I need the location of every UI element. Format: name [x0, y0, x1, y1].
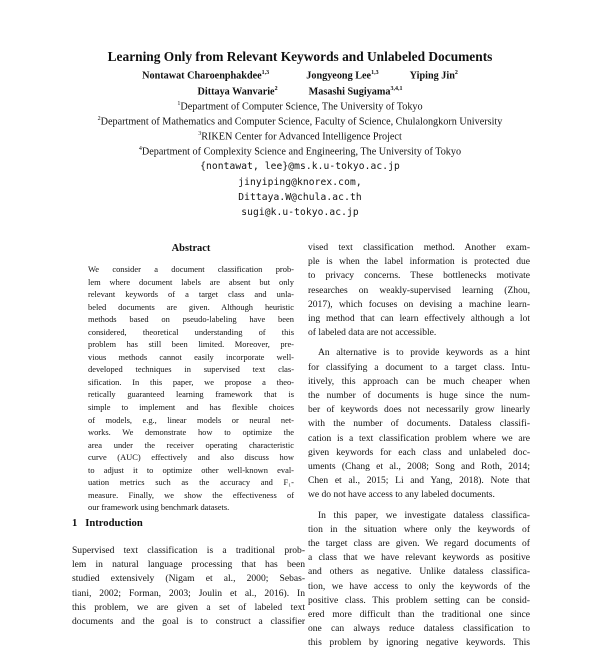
abstract-line: We consider a document classification prob-	[88, 264, 294, 274]
body-line: documents and the goal is to construct a classifier	[72, 616, 305, 628]
body-line: uments (Chang et al., 2008; Song and Roth, 2014;	[308, 461, 530, 473]
body-line: cation is a text classification problem where we are	[308, 432, 530, 444]
body-line: the target class are given. We regard documents of	[308, 538, 530, 550]
body-line: ple is when the label information is protected due	[308, 256, 530, 268]
body-line: a class that we have relevant keywords as positive	[308, 552, 530, 564]
email-line: jinyiping@knorex.com,	[238, 177, 362, 188]
abstract-line: lem where document labels are absent but only	[88, 276, 294, 287]
abstract-line: curve (AUC) effectively and also discuss how	[88, 452, 294, 463]
author-name: Dittaya Wanvarie$^2$	[197, 86, 278, 98]
affiliation-1: $^1$Department of Computer Science, The University of Tokyo	[177, 101, 423, 113]
body-line: lem in natural language processing that has been	[72, 559, 305, 571]
abstract-heading: Abstract	[171, 243, 211, 254]
body-line: ber of keywords does not necessarily grow linearly	[308, 404, 530, 416]
body-line: tion, we have access to only the keywords of the	[308, 580, 530, 592]
email-line: sugi@k.u-tokyo.ac.jp	[241, 207, 359, 218]
abstract-line: retically guaranteed learning framework that is	[88, 389, 294, 400]
body-line: we do not have access to any labeled documents.	[308, 489, 495, 501]
abstract-line: works. We demonstrate how to optimize the	[88, 427, 294, 438]
body-line: to privacy concerns. These bottlenecks motivate	[308, 270, 530, 282]
body-line: Chen et al., 2015; Li and Yang, 2018). Note that	[308, 475, 530, 487]
authors-line-1	[0, 70, 600, 81]
body-line: researches on weakly-supervised learning (Zhou,	[308, 284, 530, 296]
affiliation-2: $^2$Department of Mathematics and Computer Science, Faculty of Science, Chulalongkorn University	[97, 116, 503, 128]
right-column-text	[308, 241, 530, 651]
paper-title: Learning Only from Relevant Keywords and Unlabeled Documents	[107, 49, 493, 64]
abstract-line: beled documents are given. Although heuristic	[88, 301, 294, 312]
body-line: itively, this approach can be much cheaper when	[308, 375, 530, 387]
abstract-line: to adjust it to optimize other well-known eval-	[88, 464, 294, 475]
abstract-body	[88, 263, 294, 514]
abstract-line: uation metrics such as the accuracy and F₁-	[88, 477, 294, 488]
abstract-line: simple to implement and has flexible choices	[88, 402, 294, 413]
body-line: tion in the situation where only the keywords of	[308, 523, 530, 535]
abstract-line: problem has still been limited. Moreover, pre-	[88, 339, 294, 350]
abstract-line: our framework using benchmark datasets.	[88, 502, 230, 513]
authors-line-2	[0, 86, 600, 97]
affiliation-4: $^4$Department of Complexity Science and Engineering, The University of Tokyo	[138, 146, 462, 158]
affiliation-3: $^3$RIKEN Center for Advanced Intelligence Project	[198, 131, 402, 143]
body-line: this problem, we are given a set of labeled text	[72, 601, 305, 613]
left-column-text	[72, 544, 305, 629]
body-line: positive class. This problem setting can be consid-	[308, 594, 530, 606]
body-line: of labeled data are not accessible.	[308, 327, 437, 339]
abstract-line: sification. In this paper, we propose a theo-	[88, 376, 294, 387]
body-line: one can always reduce dataless classification to	[308, 623, 530, 635]
body-line: Supervised text classification is a traditional prob-	[72, 545, 305, 556]
email-line: Dittaya.W@chula.ac.th	[238, 192, 362, 203]
abstract-line: methods based on pseudo-labeling have been	[88, 314, 294, 325]
abstract-line: developed techniques in supervised text clas-	[88, 364, 294, 375]
author-name: Masashi Sugiyama$^{3,4,1}$	[308, 86, 403, 98]
author-name: Jongyeong Lee$^{1,3}$	[306, 70, 379, 82]
body-line: tiani, 2002; Forman, 2003; Joulin et al., 2016). In	[72, 587, 305, 599]
body-line: 2017), which focuses on devising a machine learn-	[308, 298, 530, 310]
body-line: ered more difficult than the traditional one since	[308, 609, 530, 621]
abstract-line: vious methods cannot easily incorporate well-	[88, 351, 294, 362]
body-line: An alternative is to provide keywords as a hint	[318, 347, 530, 359]
section-heading-introduction: 1 Introduction	[72, 518, 143, 529]
body-line: with the number of documents. Dataless classifi-	[308, 418, 530, 430]
body-line: and others as negative. Unlike dataless classifica-	[308, 566, 530, 578]
body-line: this problem by ignoring negative keywords. This	[308, 637, 530, 649]
abstract-line: relevant keywords of a target class and unla-	[88, 289, 294, 300]
body-line: ing method that can learn effectively although a lot	[308, 313, 530, 325]
author-name: Nontawat Charoenphakdee$^{1,3}$	[142, 70, 270, 82]
body-line: vised text classification method. Another exam-	[308, 242, 530, 253]
body-line: given keywords for each class and unlabeled doc-	[308, 446, 530, 458]
abstract-line: measure. Finally, we show the effectiveness of	[88, 489, 294, 500]
abstract-line: of models, e.g., linear models or neural net-	[88, 414, 294, 425]
abstract-line: considered, theoretical understanding of this	[88, 326, 294, 337]
email-line: {nontawat, lee}@ms.k.u-tokyo.ac.jp	[200, 161, 400, 172]
body-line: for classifying a document to a target class. Intu-	[308, 361, 530, 373]
body-line: studied extensively (Nigam et al., 2000; Sebas-	[72, 573, 305, 585]
body-line: In this paper, we investigate dataless classifica-	[318, 509, 530, 521]
author-name: Yiping Jin$^2$	[409, 70, 458, 82]
abstract-line: area under the receiver operating characteristic	[88, 439, 294, 450]
body-line: the number of documents is huge since the num-	[308, 390, 530, 402]
